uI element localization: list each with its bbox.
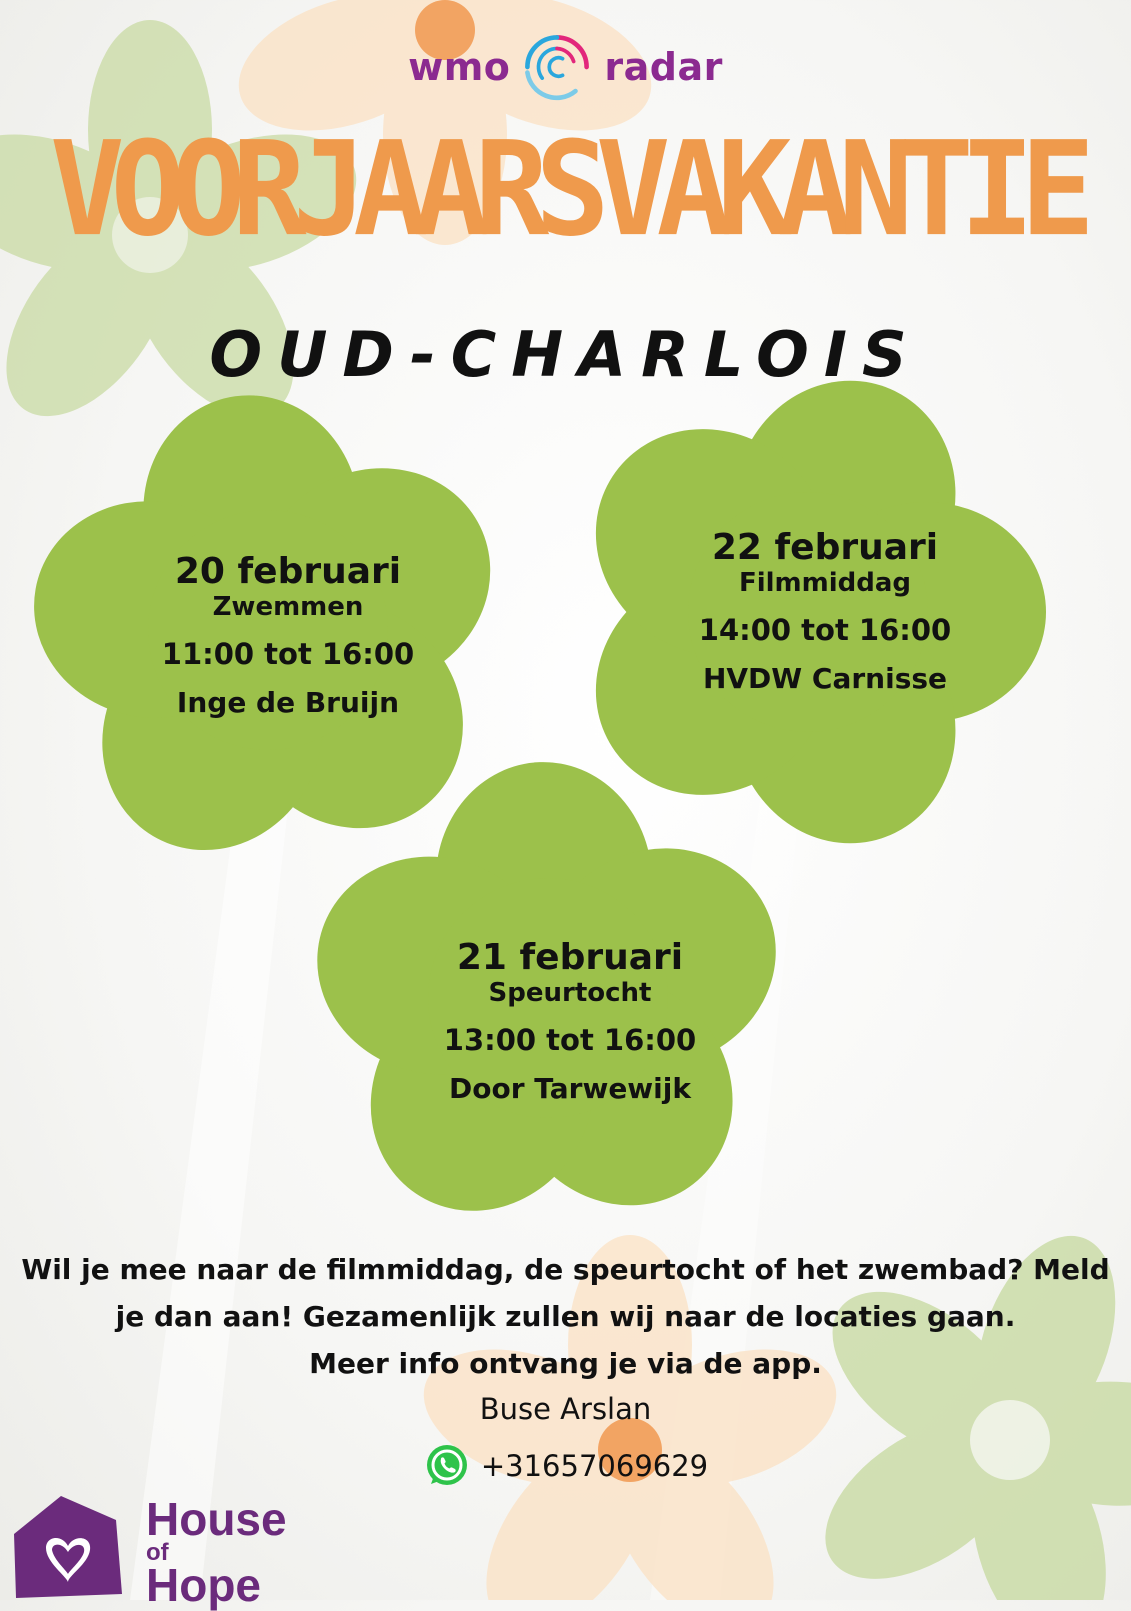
logo-word-radar: radar <box>604 45 723 89</box>
info-line-1: Wil je mee naar de filmmiddag, de speurtocht of het zwembad? Meld <box>21 1253 1110 1286</box>
wmo-radar-logo <box>0 22 1131 112</box>
house-of-hope-text <box>146 1493 287 1611</box>
event-time: 11:00 tot 16:00 <box>161 636 415 671</box>
event-card-2 <box>660 528 990 695</box>
contact-phone-row <box>0 1442 1131 1490</box>
event-place: HVDW Carnisse <box>702 661 948 695</box>
radar-icon <box>520 30 594 104</box>
event-time: 14:00 tot 16:00 <box>698 612 952 647</box>
event-date: 20 februari <box>174 551 402 592</box>
logo-word-wmo: wmo <box>408 45 511 89</box>
event-date: 21 februari <box>456 937 684 978</box>
contact-name: Buse Arslan <box>479 1392 652 1426</box>
event-card-1 <box>128 552 448 719</box>
house-of-hope-logo <box>6 1490 287 1611</box>
page-subtitle: OUD-CHARLOIS <box>209 318 922 391</box>
event-date: 22 februari <box>711 527 939 568</box>
event-card-3 <box>410 938 730 1105</box>
heart-house-icon <box>6 1490 136 1600</box>
page-title: VOORJAARSVAKANTIE <box>49 114 1082 266</box>
hoh-word-hope: Hope <box>146 1559 261 1611</box>
whatsapp-icon <box>423 1442 471 1490</box>
event-activity: Zwemmen <box>212 591 364 622</box>
hoh-word-of: of <box>146 1538 169 1566</box>
info-line-3: Meer info ontvang je via de app. <box>309 1347 822 1380</box>
contact-phone: +31657069629 <box>480 1449 709 1483</box>
event-activity: Filmmiddag <box>738 567 912 598</box>
event-place: Inge de Bruijn <box>176 685 400 719</box>
event-time: 13:00 tot 16:00 <box>443 1022 697 1057</box>
info-line-2: je dan aan! Gezamenlijk zullen wij naar de locaties gaan. <box>115 1300 1016 1333</box>
info-paragraph <box>0 1246 1131 1387</box>
event-activity: Speurtocht <box>488 977 652 1008</box>
hoh-word-house: House <box>146 1493 287 1545</box>
event-place: Door Tarwewijk <box>448 1071 691 1105</box>
